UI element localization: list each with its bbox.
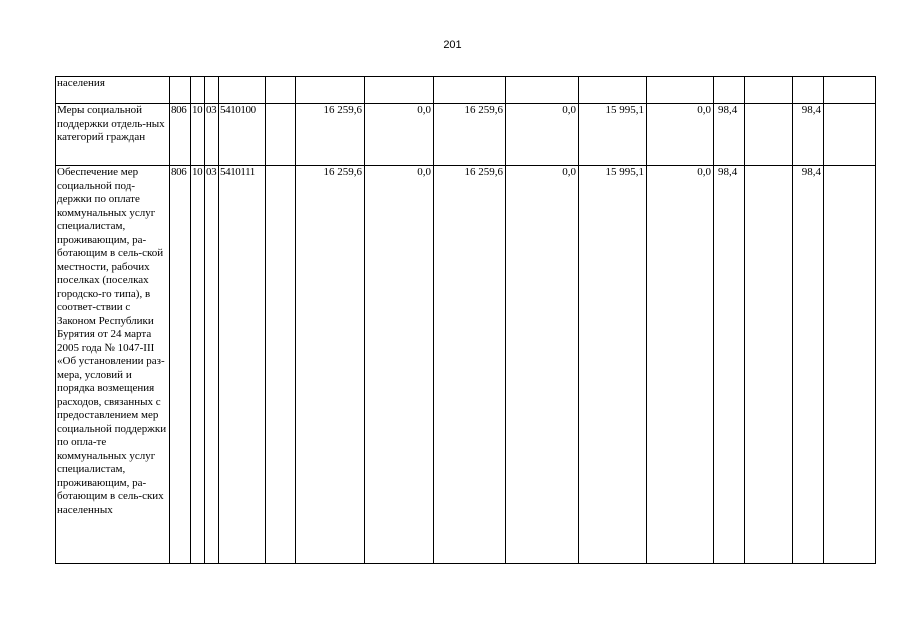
- subsection-code: [205, 77, 219, 104]
- target-article-code: 5410111: [219, 166, 266, 564]
- section-code: [191, 77, 205, 104]
- admin-code: 806: [170, 166, 191, 564]
- section-code: 10: [191, 166, 205, 564]
- approved-value: 16 259,6: [434, 104, 506, 166]
- plan-value: 16 259,6: [296, 166, 365, 564]
- executed-other-value: 0,0: [647, 104, 714, 166]
- percent-approved: 98,4: [793, 104, 824, 166]
- approved-other-value: 0,0: [506, 166, 579, 564]
- percent-approved: [793, 77, 824, 104]
- percent-approved: 98,4: [793, 166, 824, 564]
- target-article-code: 5410100: [219, 104, 266, 166]
- admin-code: [170, 77, 191, 104]
- percent-approved-other: [824, 166, 876, 564]
- percent-plan-other: [745, 104, 793, 166]
- executed-value: 15 995,1: [579, 166, 647, 564]
- row-name: населения: [56, 77, 170, 104]
- approved-value: [434, 77, 506, 104]
- percent-plan: [714, 77, 745, 104]
- plan-value: 16 259,6: [296, 104, 365, 166]
- budget-table: [55, 76, 876, 564]
- section-code: 10: [191, 104, 205, 166]
- expense-type-code: [266, 77, 296, 104]
- plan-value: [296, 77, 365, 104]
- executed-value: 15 995,1: [579, 104, 647, 166]
- subsection-code: 03: [205, 166, 219, 564]
- approved-other-value: 0,0: [506, 104, 579, 166]
- page-number: 201: [443, 39, 462, 51]
- expense-type-code: [266, 104, 296, 166]
- table-row: [56, 104, 876, 166]
- percent-approved-other: [824, 104, 876, 166]
- executed-other-value: [647, 77, 714, 104]
- percent-plan: 98,4: [714, 166, 745, 564]
- percent-plan-other: [745, 77, 793, 104]
- approved-other-value: [506, 77, 579, 104]
- admin-code: 806: [170, 104, 191, 166]
- approved-value: 16 259,6: [434, 166, 506, 564]
- percent-plan-other: [745, 166, 793, 564]
- executed-other-value: 0,0: [647, 166, 714, 564]
- target-article-code: [219, 77, 266, 104]
- percent-plan: 98,4: [714, 104, 745, 166]
- row-name: Обеспечение мер социальной под-держки по оплате коммунальных услуг специалистам, проживающим, ра-ботающим в сель-ской местности, рабочих поселках (поселках городско-го типа), в соответ-ствии с Законом Республики Бурятия от 24 марта 2005 года № 1047-III «Об установлении раз-мера, условий и порядка возмещения расходов, связанных с предоставлением мер социальной поддержки по опла-те коммунальных услуг специалистам, проживающим, ра-ботающим в сель-ских населенных: [56, 166, 170, 564]
- percent-approved-other: [824, 77, 876, 104]
- executed-value: [579, 77, 647, 104]
- plan-other-value: [365, 77, 434, 104]
- table-row: [56, 77, 876, 104]
- plan-other-value: 0,0: [365, 166, 434, 564]
- expense-type-code: [266, 166, 296, 564]
- table-row: [56, 166, 876, 564]
- subsection-code: 03: [205, 104, 219, 166]
- plan-other-value: 0,0: [365, 104, 434, 166]
- row-name: Меры социальной поддержки отдель-ных категорий граждан: [56, 104, 170, 166]
